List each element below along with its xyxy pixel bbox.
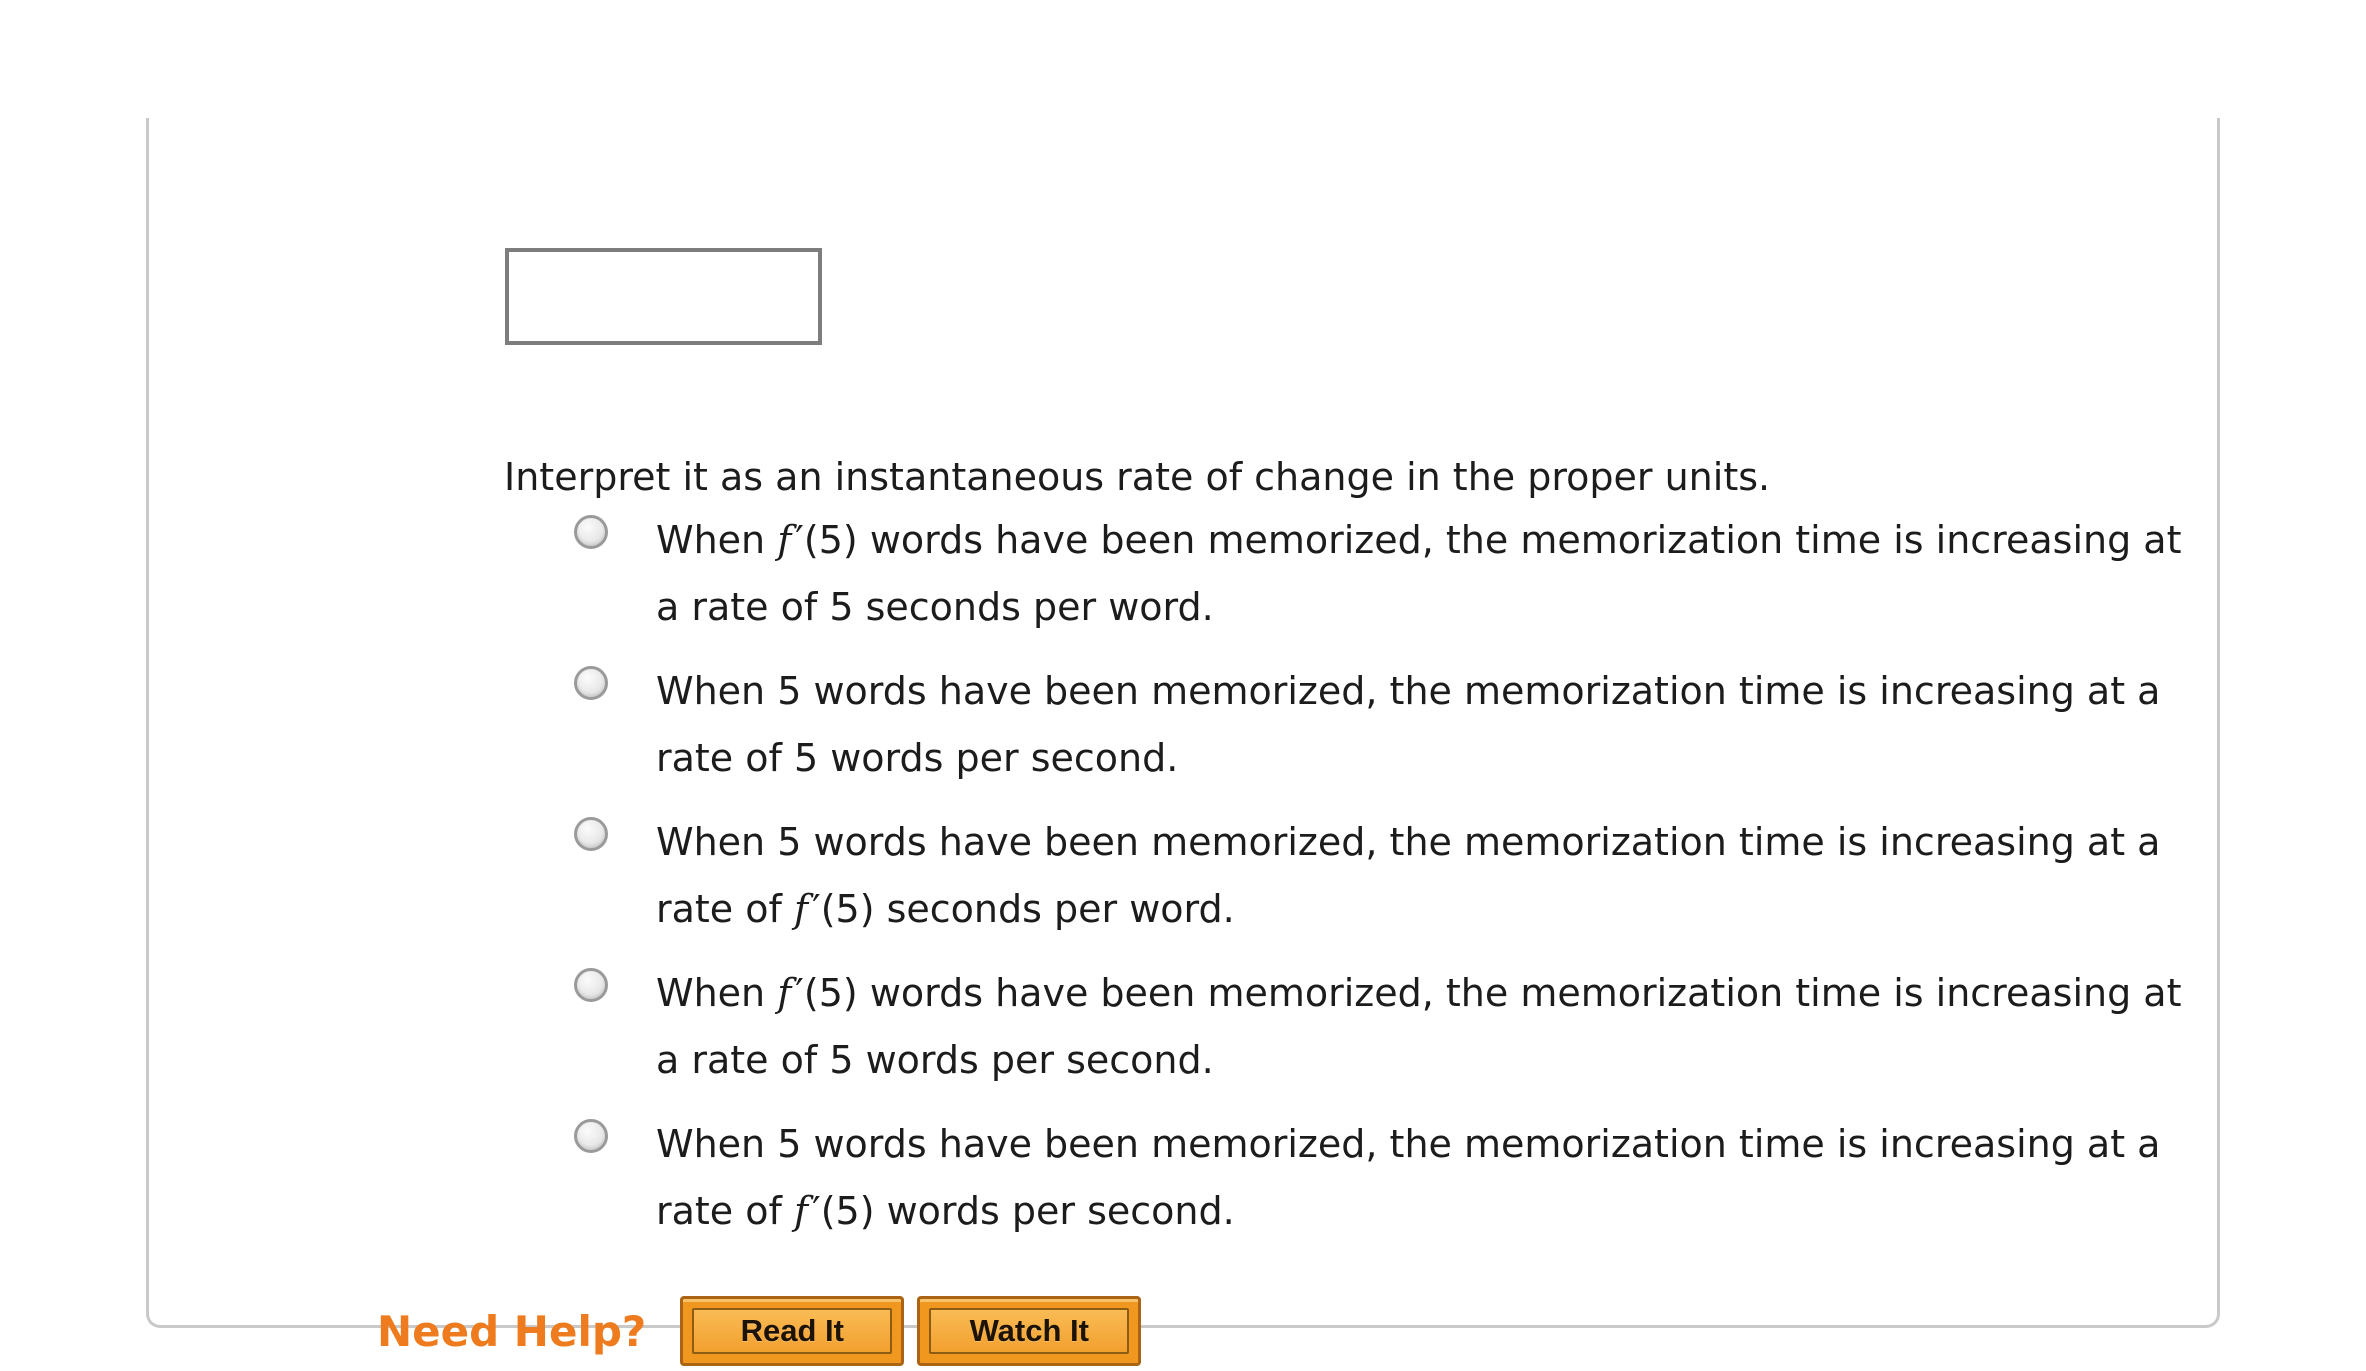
option-line1: When f ′(5) words have been memorized, the memorization time is increasing at	[656, 518, 2182, 562]
radio-button[interactable]	[574, 515, 608, 549]
answer-option[interactable]	[574, 960, 2214, 1094]
answer-input[interactable]	[505, 248, 822, 345]
answer-option[interactable]	[574, 658, 2214, 792]
radio-button[interactable]	[574, 817, 608, 851]
option-line2: rate of 5 words per second.	[656, 736, 1179, 780]
option-line2: rate of f ′(5) seconds per word.	[656, 887, 1235, 931]
option-line1: When 5 words have been memorized, the memorization time is increasing at a	[656, 820, 2161, 864]
option-line1: When 5 words have been memorized, the memorization time is increasing at a	[656, 1122, 2161, 1166]
option-line1: When 5 words have been memorized, the memorization time is increasing at a	[656, 669, 2161, 713]
question-text: Interpret it as an instantaneous rate of change in the proper units.	[504, 455, 1771, 499]
answer-option[interactable]	[574, 1111, 2214, 1245]
watch-it-button-label: Watch It	[929, 1308, 1129, 1354]
question-panel	[146, 118, 2220, 1356]
read-it-button[interactable]	[680, 1296, 904, 1366]
read-it-button-label: Read It	[692, 1308, 892, 1354]
need-help-section	[377, 1296, 1154, 1366]
radio-button[interactable]	[574, 1119, 608, 1153]
option-line2: rate of f ′(5) words per second.	[656, 1189, 1235, 1233]
answer-option[interactable]	[574, 507, 2214, 641]
option-line2: a rate of 5 seconds per word.	[656, 585, 1214, 629]
option-line2: a rate of 5 words per second.	[656, 1038, 1214, 1082]
watch-it-button[interactable]	[917, 1296, 1141, 1366]
answer-option[interactable]	[574, 809, 2214, 943]
need-help-label: Need Help?	[377, 1306, 647, 1356]
option-line1: When f ′(5) words have been memorized, the memorization time is increasing at	[656, 971, 2182, 1015]
radio-button[interactable]	[574, 666, 608, 700]
options-list	[574, 507, 2214, 1262]
radio-button[interactable]	[574, 968, 608, 1002]
